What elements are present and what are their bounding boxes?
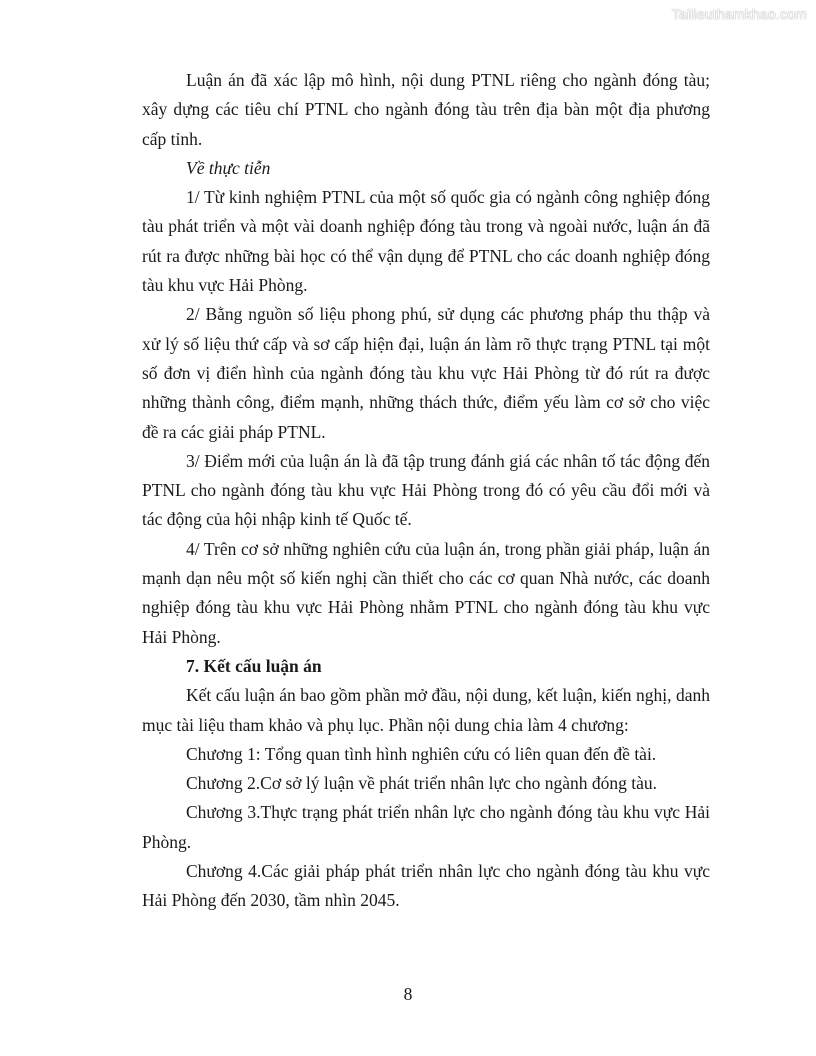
document-body xyxy=(142,66,710,916)
chapter-1-line: Chương 1: Tổng quan tình hình nghiên cứu có liên quan đến đề tài. xyxy=(186,743,657,764)
chapter-4-line: Chương 4.Các giải pháp phát triển nhân lực cho ngành đóng tàu khu vực Hải Phòng đến 2030, tầm nhìn 2045. xyxy=(142,861,710,911)
paragraph-practice-4: 4/ Trên cơ sở những nghiên cứu của luận án, trong phần giải pháp, luận án mạnh dạn nêu một số kiến nghị cần thiết cho các cơ quan Nhà nước, các doanh nghiệp đóng tàu khu vực Hải Phòng nhằm PTNL cho ngành đóng tàu khu vực Hải Phòng. xyxy=(142,538,710,647)
paragraph-practice-2: 2/ Bằng nguồn số liệu phong phú, sử dụng các phương pháp thu thập và xử lý số liệu thứ cấp và sơ cấp hiện đại, luận án làm rõ thực trạng PTNL tại một số đơn vị điển hình của ngành đóng tàu khu vực Hải Phòng từ đó rút ra được những thành công, điểm mạnh, những thách thức, điểm yếu làm cơ sở cho việc đề ra các giải pháp PTNL. xyxy=(142,304,710,442)
section-heading-structure: 7. Kết cấu luận án xyxy=(186,655,322,676)
subheading-practice: Về thực tiễn xyxy=(186,157,271,178)
paragraph-structure-intro: Kết cấu luận án bao gồm phần mở đầu, nội dung, kết luận, kiến nghị, danh mục tài liệu tham khảo và phụ lục. Phần nội dung chia làm 4 chương: xyxy=(142,685,710,735)
chapter-3-line: Chương 3.Thực trạng phát triển nhân lực cho ngành đóng tàu khu vực Hải Phòng. xyxy=(142,802,710,852)
paragraph-contribution-theory: Luận án đã xác lập mô hình, nội dung PTNL riêng cho ngành đóng tàu; xây dựng các tiêu chí PTNL cho ngành đóng tàu trên địa bàn một địa phương cấp tỉnh. xyxy=(142,70,710,149)
chapter-2-line: Chương 2.Cơ sở lý luận về phát triển nhân lực cho ngành đóng tàu. xyxy=(186,773,658,794)
paragraph-practice-1: 1/ Từ kinh nghiệm PTNL của một số quốc gia có ngành công nghiệp đóng tàu phát triển và một vài doanh nghiệp đóng tàu trong và ngoài nước, luận án đã rút ra được những bài học có thể vận dụng để PTNL cho các doanh nghiệp đóng tàu khu vực Hải Phòng. xyxy=(142,187,710,296)
paragraph-practice-3: 3/ Điểm mới của luận án là đã tập trung đánh giá các nhân tố tác động đến PTNL cho ngành đóng tàu khu vực Hải Phòng trong đó có yêu cầu đổi mới và tác động của hội nhập kinh tế Quốc tế. xyxy=(142,450,710,530)
watermark-text: Tailieuthamkhao.com xyxy=(671,6,807,22)
page-number: 8 xyxy=(403,984,413,1004)
